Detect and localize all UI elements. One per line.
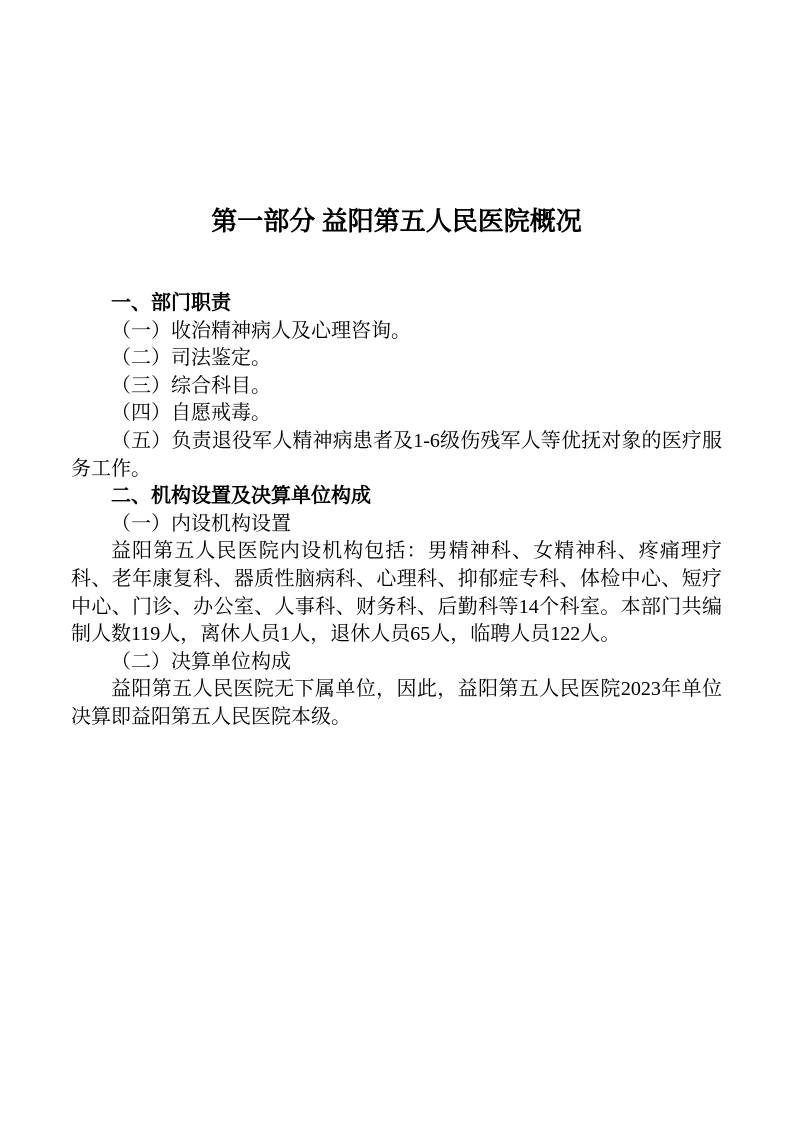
- document-title: 第一部分 益阳第五人民医院概况: [211, 207, 582, 236]
- duty-item-5: （五）负责退役军人精神病患者及1-6级伤残军人等优抚对象的医疗服务工作。: [71, 429, 722, 480]
- internal-structure-paragraph: 益阳第五人民医院内设机构包括：男精神科、女精神科、疼痛理疗科、老年康复科、器质性脑病科、心理科、抑郁症专科、体检中心、短疗中心、门诊、办公室、人事科、财务科、后勤科等14个科室。本部门共编制人数119人，离休人员1人，退休人员65人，临聘人员122人。: [71, 540, 722, 646]
- document-body: [71, 290, 722, 732]
- duty-item-4: （四）自愿戒毒。: [111, 402, 271, 425]
- subsection-heading-internal-structure: （一）内设机构设置: [111, 512, 291, 535]
- duty-item-3: （三）综合科目。: [111, 374, 271, 397]
- section-heading-department-duties: 一、部门职责: [111, 292, 231, 314]
- duty-item-2: （二）司法鉴定。: [111, 347, 271, 370]
- duty-item-1: （一）收治精神病人及心理咨询。: [111, 319, 411, 342]
- section-heading-organization-setup: 二、机构设置及决算单位构成: [111, 485, 371, 508]
- subsection-heading-budget-unit-composition: （二）决算单位构成: [111, 650, 291, 673]
- budget-unit-paragraph: 益阳第五人民医院无下属单位，因此，益阳第五人民医院2023年单位决算即益阳第五人民医院本级。: [71, 678, 722, 728]
